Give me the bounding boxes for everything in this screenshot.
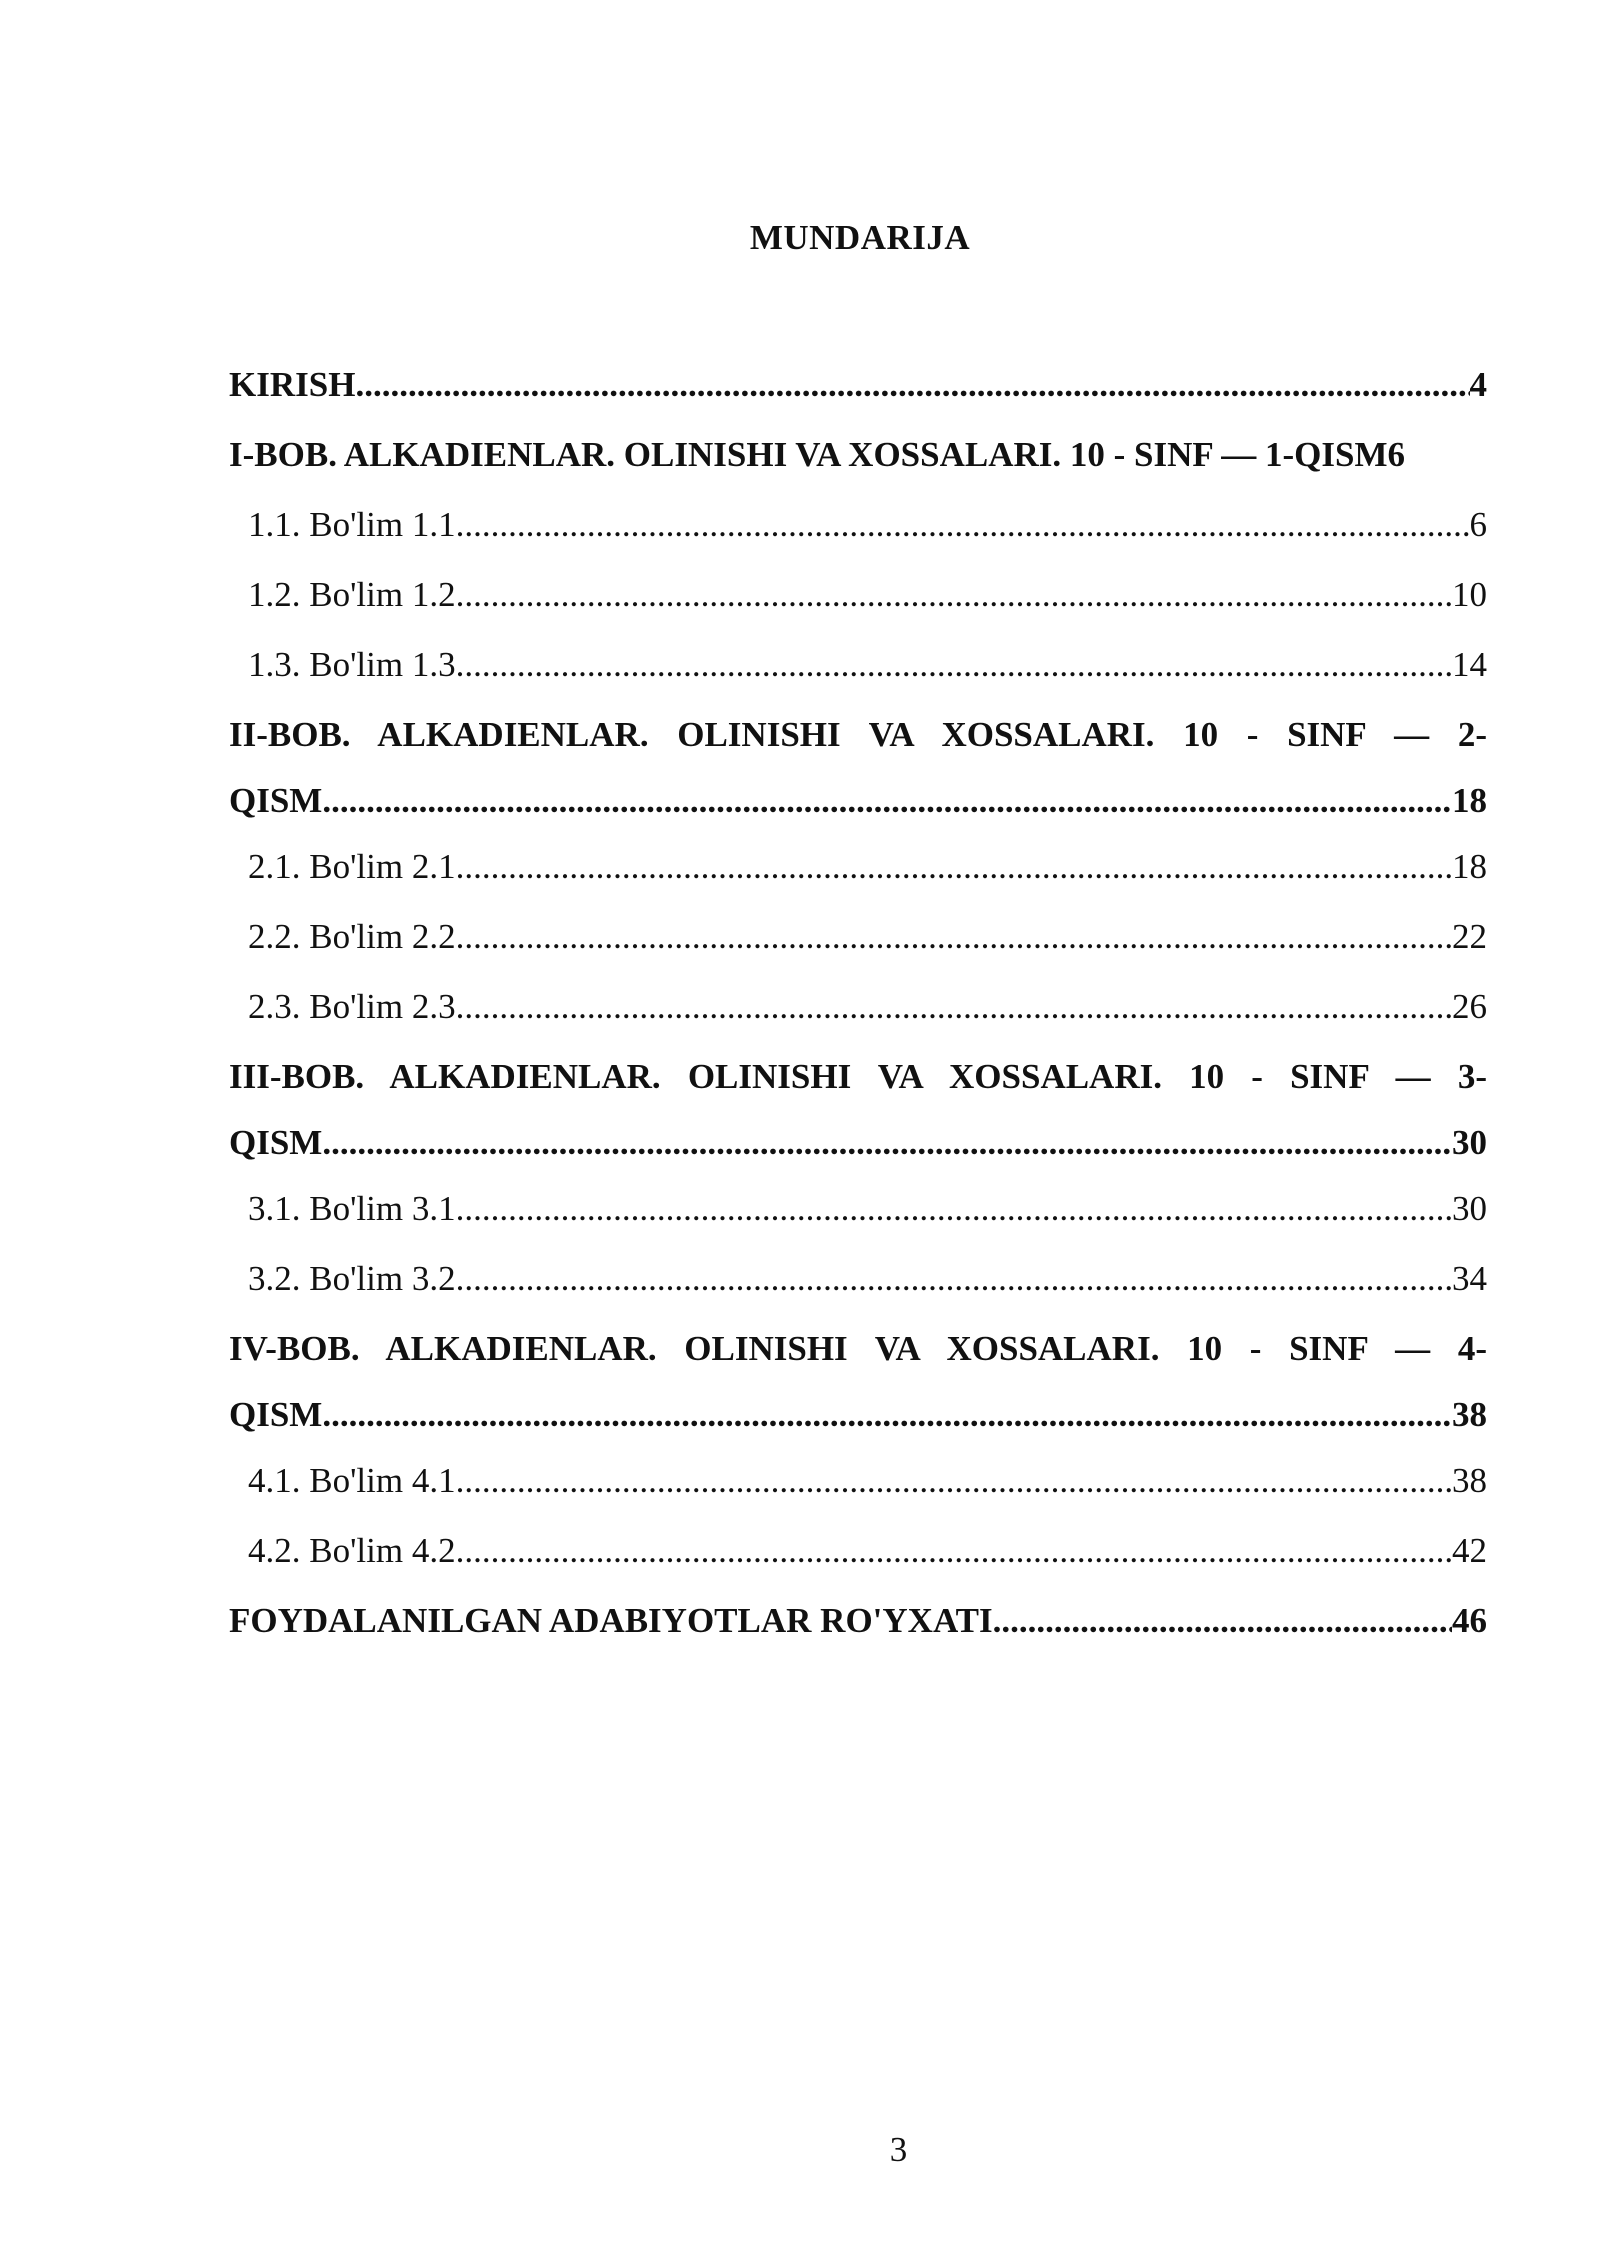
- toc-entry-page: 30: [1452, 1189, 1487, 1228]
- toc-entry-label: 4.1. Bo'lim 4.1: [248, 1461, 456, 1500]
- toc-entry-section-3-1[interactable]: [229, 1174, 1487, 1244]
- toc-entry-section-4-1[interactable]: [229, 1446, 1487, 1516]
- dot-leader: [456, 560, 1452, 630]
- toc-entry-section-2-2[interactable]: [229, 902, 1487, 972]
- toc-entry-label: KIRISH: [229, 365, 356, 404]
- toc-entry-section-1-2[interactable]: [229, 560, 1487, 630]
- toc-entry-page: 18: [1452, 847, 1487, 886]
- dot-leader: [456, 1244, 1452, 1314]
- toc-entry-chapter-2-line1[interactable]: II-BOB. ALKADIENLAR. OLINISHI VA XOSSALARI. 10 - SINF — 2-: [229, 715, 1487, 754]
- toc-entry-label: I-BOB. ALKADIENLAR. OLINISHI VA XOSSALARI. 10 - SINF — 1-QISM: [229, 435, 1388, 474]
- toc-heading: MUNDARIJA: [749, 218, 971, 257]
- toc-entry-page: 30: [1452, 1123, 1487, 1162]
- dot-leader: [456, 1446, 1452, 1516]
- toc-entry-label: QISM: [229, 781, 323, 820]
- toc-entry-page: 10: [1452, 575, 1487, 614]
- toc-entry-page: 4: [1469, 365, 1487, 404]
- toc-entry-label: 1.3. Bo'lim 1.3: [248, 645, 456, 684]
- toc-entry-label: QISM: [229, 1395, 323, 1434]
- toc-entry-page: 38: [1452, 1461, 1487, 1500]
- toc-entry-section-2-3[interactable]: [229, 972, 1487, 1042]
- toc-entry-page: 22: [1452, 917, 1487, 956]
- toc-entry-label: 2.1. Bo'lim 2.1: [248, 847, 456, 886]
- toc-entry-section-1-3[interactable]: [229, 630, 1487, 700]
- toc-entry-label: 4.2. Bo'lim 4.2: [248, 1531, 456, 1570]
- dot-leader: [355, 350, 1469, 420]
- dot-leader: [456, 902, 1452, 972]
- toc-entry-label: 3.1. Bo'lim 3.1: [248, 1189, 456, 1228]
- toc-entry-chapter-2[interactable]: [229, 770, 1487, 832]
- dot-leader: [993, 1586, 1452, 1656]
- toc-entry-chapter-4[interactable]: [229, 1384, 1487, 1446]
- table-of-contents: [229, 350, 1487, 1656]
- toc-entry-page: 38: [1452, 1395, 1487, 1434]
- toc-entry-label: 1.2. Bo'lim 1.2: [248, 575, 456, 614]
- dot-leader: [322, 770, 1452, 832]
- dot-leader: [456, 832, 1452, 902]
- toc-entry-section-1-1[interactable]: [229, 490, 1487, 560]
- dot-leader: [322, 1112, 1452, 1174]
- dot-leader: [456, 972, 1452, 1042]
- toc-entry-references[interactable]: [229, 1586, 1487, 1656]
- toc-entry-section-2-1[interactable]: [229, 832, 1487, 902]
- toc-entry-label: 3.2. Bo'lim 3.2: [248, 1259, 456, 1298]
- toc-entry-section-4-2[interactable]: [229, 1516, 1487, 1586]
- toc-entry-label: QISM: [229, 1123, 323, 1162]
- toc-entry-page: 46: [1452, 1601, 1487, 1640]
- toc-entry-chapter-3[interactable]: [229, 1112, 1487, 1174]
- toc-entry-page: 42: [1452, 1531, 1487, 1570]
- toc-entry-label: 2.2. Bo'lim 2.2: [248, 917, 456, 956]
- toc-entry-page: 6: [1387, 435, 1405, 474]
- toc-entry-chapter-4-line1[interactable]: IV-BOB. ALKADIENLAR. OLINISHI VA XOSSALARI. 10 - SINF — 4-: [229, 1329, 1487, 1368]
- toc-entry-chapter-1[interactable]: [229, 420, 1487, 490]
- toc-entry-section-3-2[interactable]: [229, 1244, 1487, 1314]
- toc-entry-page: 14: [1452, 645, 1487, 684]
- toc-entry-kirish[interactable]: [229, 350, 1487, 420]
- page-number: 3: [889, 2130, 908, 2169]
- toc-entry-label: 1.1. Bo'lim 1.1: [248, 505, 456, 544]
- toc-entry-label: 2.3. Bo'lim 2.3: [248, 987, 456, 1026]
- dot-leader: [456, 1516, 1452, 1586]
- dot-leader: [322, 1384, 1452, 1446]
- dot-leader: [456, 1174, 1452, 1244]
- toc-entry-page: 6: [1469, 505, 1487, 544]
- toc-entry-page: 18: [1452, 781, 1487, 820]
- dot-leader: [456, 630, 1452, 700]
- toc-entry-label: FOYDALANILGAN ADABIYOTLAR RO'YXATI: [229, 1601, 993, 1640]
- toc-entry-chapter-3-line1[interactable]: III-BOB. ALKADIENLAR. OLINISHI VA XOSSALARI. 10 - SINF — 3-: [229, 1057, 1487, 1096]
- toc-entry-page: 26: [1452, 987, 1487, 1026]
- toc-entry-page: 34: [1452, 1259, 1487, 1298]
- dot-leader: [456, 490, 1470, 560]
